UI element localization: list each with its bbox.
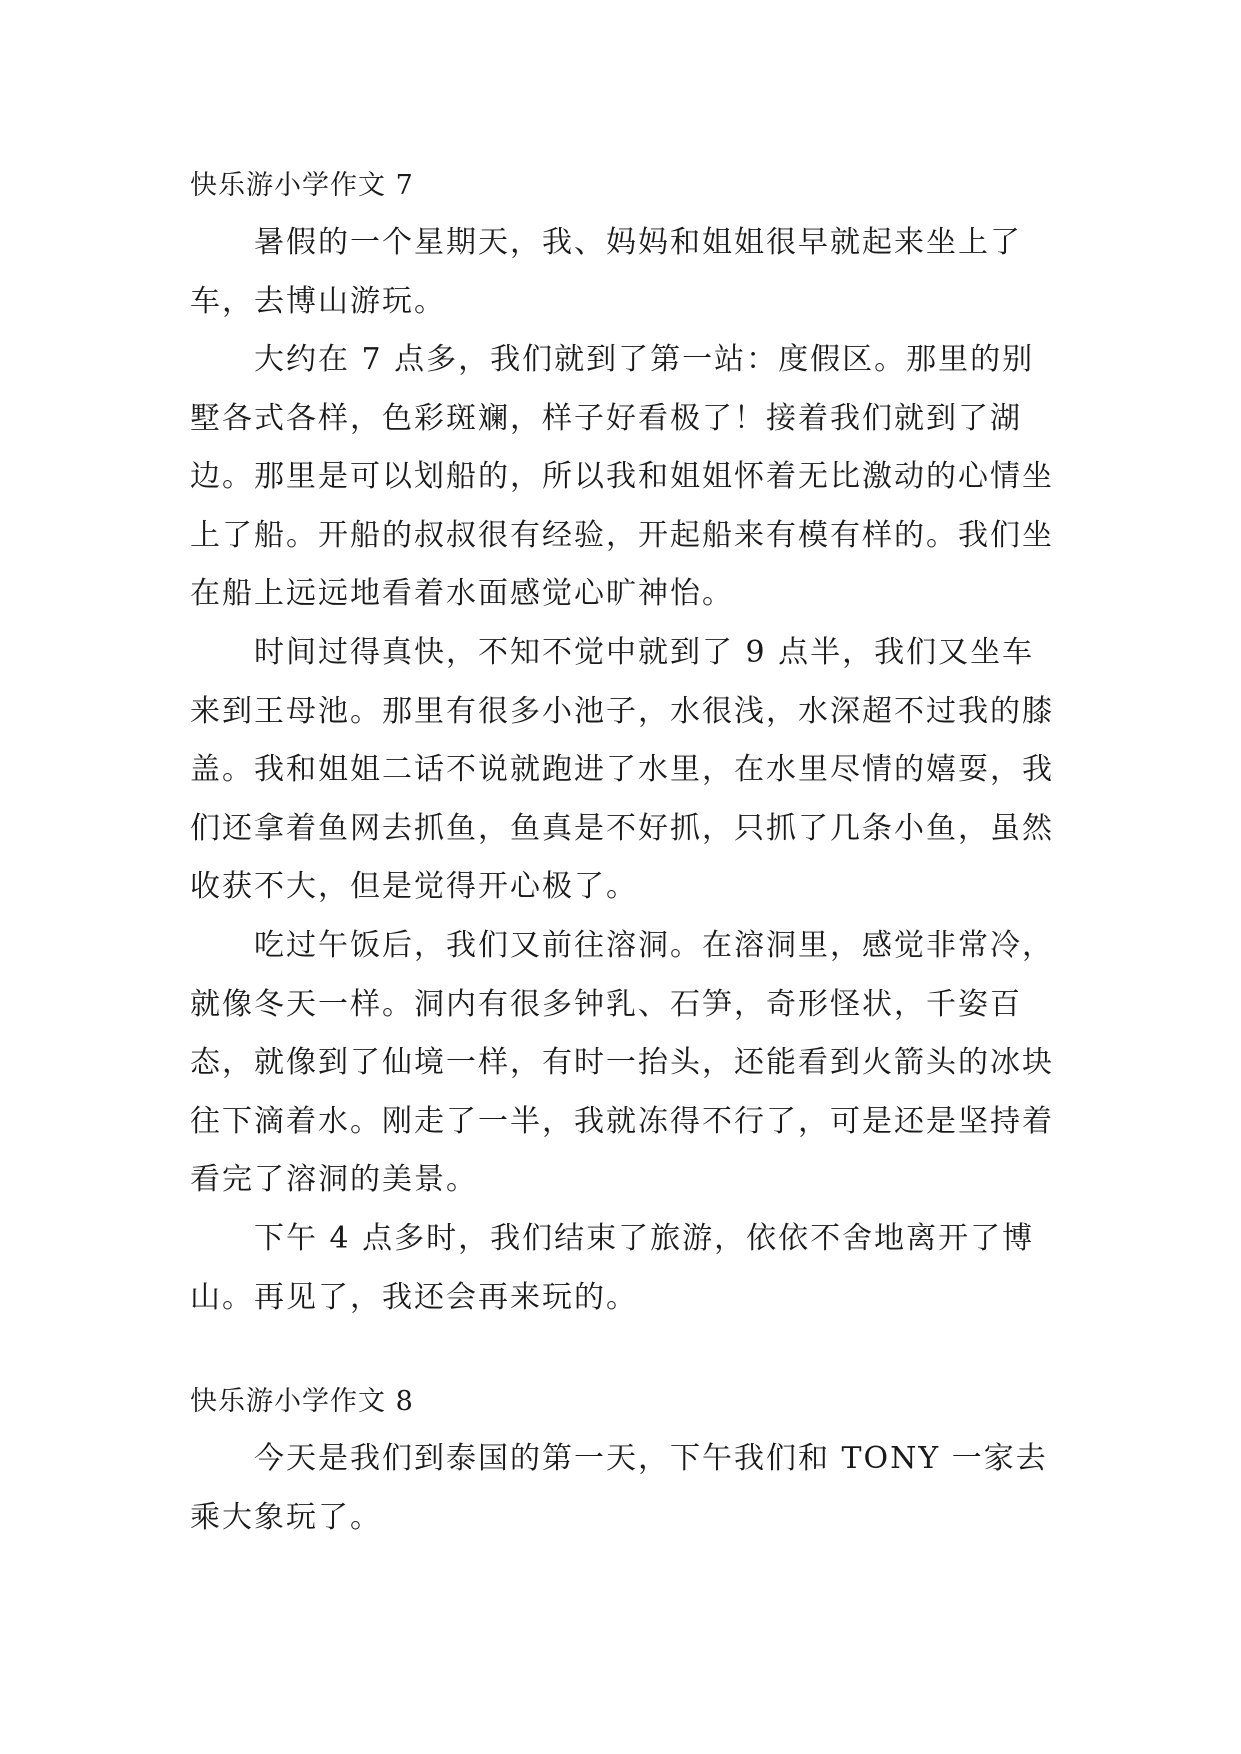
essay-7-paragraph-2: 大约在 7 点多，我们就到了第一站：度假区。那里的别墅各式各样，色彩斑斓，样子好看极了！接着我们就到了湖边。那里是可以划船的，所以我和姐姐怀着无比激动的心情坐上了船。开船的叔叔很有经验，开起船来有模有样的。我们坐在船上远远地看着水面感觉心旷神怡。 [190,342,1054,612]
essay-8-title: 快乐游小学作文 8 [190,1386,414,1417]
essay-7-paragraph-3: 时间过得真快，不知不觉中就到了 9 点半，我们又坐车来到王母池。那里有很多小池子，水很浅，水深超不过我的膝盖。我和姐姐二话不说就跑进了水里，在水里尽情的嬉耍，我们还拿着鱼网去抓鱼，鱼真是不好抓，只抓了几条小鱼，虽然收获不大，但是觉得开心极了。 [190,635,1054,905]
essay-8-paragraph-1: 今天是我们到泰国的第一天，下午我们和 TONY 一家去乘大象玩了。 [190,1441,1048,1535]
essay-7-paragraph-4: 吃过午饭后，我们又前往溶洞。在溶洞里，感觉非常冷，就像冬天一样。洞内有很多钟乳、石笋，奇形怪状，千姿百态，就像到了仙境一样，有时一抬头，还能看到火箭头的冰块往下滴着水。刚走了一半，我就冻得不行了，可是还是坚持着看完了溶洞的美景。 [190,928,1054,1198]
essay-7-paragraph-5: 下午 4 点多时，我们结束了旅游，依依不舍地离开了博山。再见了，我还会再来玩的。 [190,1221,1035,1315]
essay-7-title: 快乐游小学作文 7 [190,170,414,201]
essay-7-paragraph-1: 暑假的一个星期天，我、妈妈和姐姐很早就起来坐上了车，去博山游玩。 [190,225,1022,319]
